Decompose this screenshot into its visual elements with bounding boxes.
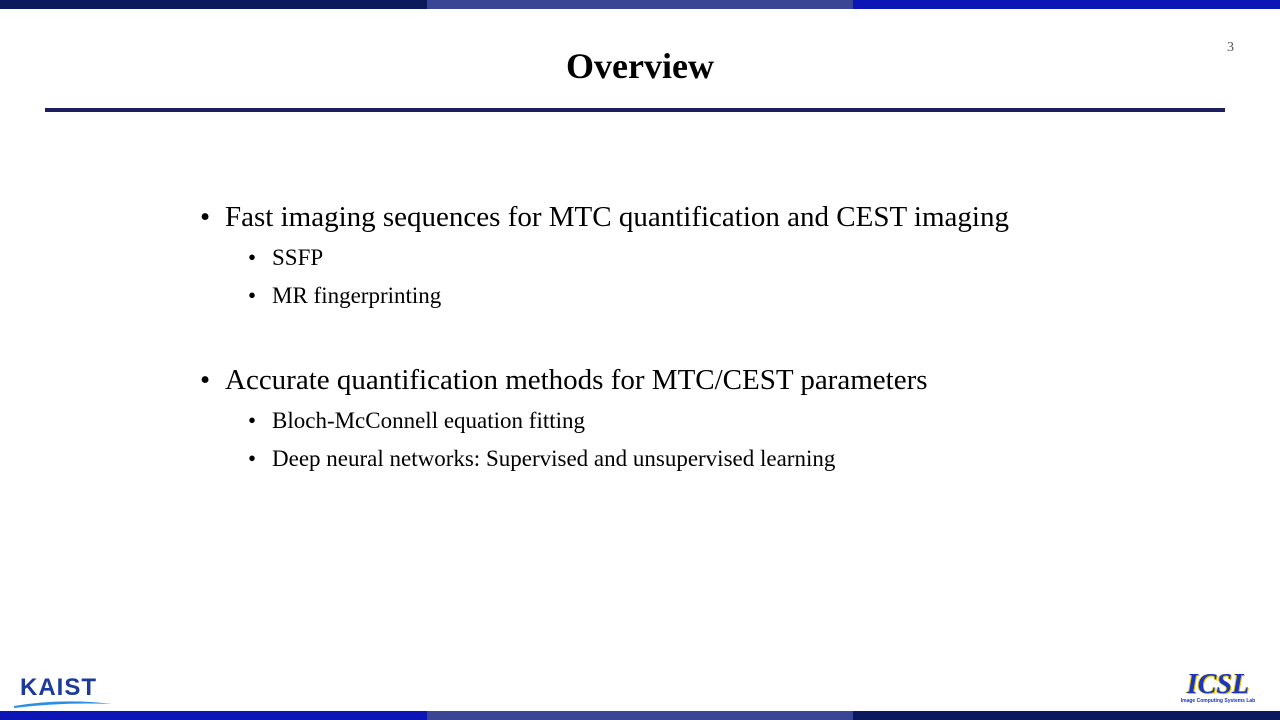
bullet-item bbox=[200, 195, 1200, 239]
sub-bullet-dot-icon: • bbox=[248, 283, 257, 308]
bottom-bar-segment-1 bbox=[0, 711, 427, 720]
bullet-list bbox=[200, 195, 1200, 478]
kaist-logo-text: KAIST bbox=[20, 674, 97, 701]
kaist-swoosh-icon bbox=[14, 700, 112, 708]
sub-bullet-text: Deep neural networks: Supervised and unsupervised learning bbox=[272, 446, 836, 471]
bullet-item bbox=[200, 358, 1200, 402]
icsl-logo-icon bbox=[1176, 669, 1260, 708]
icsl-logo-subtitle: Image Computing Systems Lab bbox=[1180, 698, 1256, 704]
bullet-dot-icon: • bbox=[200, 364, 211, 396]
spacer bbox=[200, 315, 1200, 358]
bottom-bar-segment-2 bbox=[427, 711, 854, 720]
slide-title: Overview bbox=[566, 46, 714, 86]
bullet-text: Fast imaging sequences for MTC quantification and CEST imaging bbox=[225, 201, 1009, 233]
title-divider bbox=[45, 108, 1225, 112]
sub-bullet-text: MR fingerprinting bbox=[272, 283, 442, 308]
sub-bullet-item bbox=[248, 239, 1200, 277]
sub-bullet-item bbox=[248, 277, 1200, 315]
sub-bullet-item bbox=[248, 440, 1200, 478]
top-bar-segment-3 bbox=[853, 0, 1280, 9]
bullet-dot-icon: • bbox=[200, 201, 211, 233]
sub-bullet-dot-icon: • bbox=[248, 408, 257, 433]
sub-bullet-list bbox=[248, 239, 1200, 315]
top-bar-segment-2 bbox=[427, 0, 854, 9]
sub-bullet-list bbox=[248, 402, 1200, 478]
sub-bullet-dot-icon: • bbox=[248, 245, 257, 270]
page-number: 3 bbox=[1227, 40, 1234, 55]
sub-bullet-item bbox=[248, 402, 1200, 440]
sub-bullet-text: Bloch-McConnell equation fitting bbox=[272, 408, 586, 433]
bullet-text: Accurate quantification methods for MTC/CEST parameters bbox=[225, 364, 928, 396]
kaist-logo-icon bbox=[14, 674, 114, 708]
sub-bullet-dot-icon: • bbox=[248, 446, 257, 471]
bottom-bar-segment-3 bbox=[853, 711, 1280, 720]
sub-bullet-text: SSFP bbox=[272, 245, 324, 270]
bottom-color-bar bbox=[0, 711, 1280, 720]
top-bar-segment-1 bbox=[0, 0, 427, 9]
top-color-bar bbox=[0, 0, 1280, 9]
icsl-logo-text: ICSL bbox=[1186, 669, 1250, 700]
